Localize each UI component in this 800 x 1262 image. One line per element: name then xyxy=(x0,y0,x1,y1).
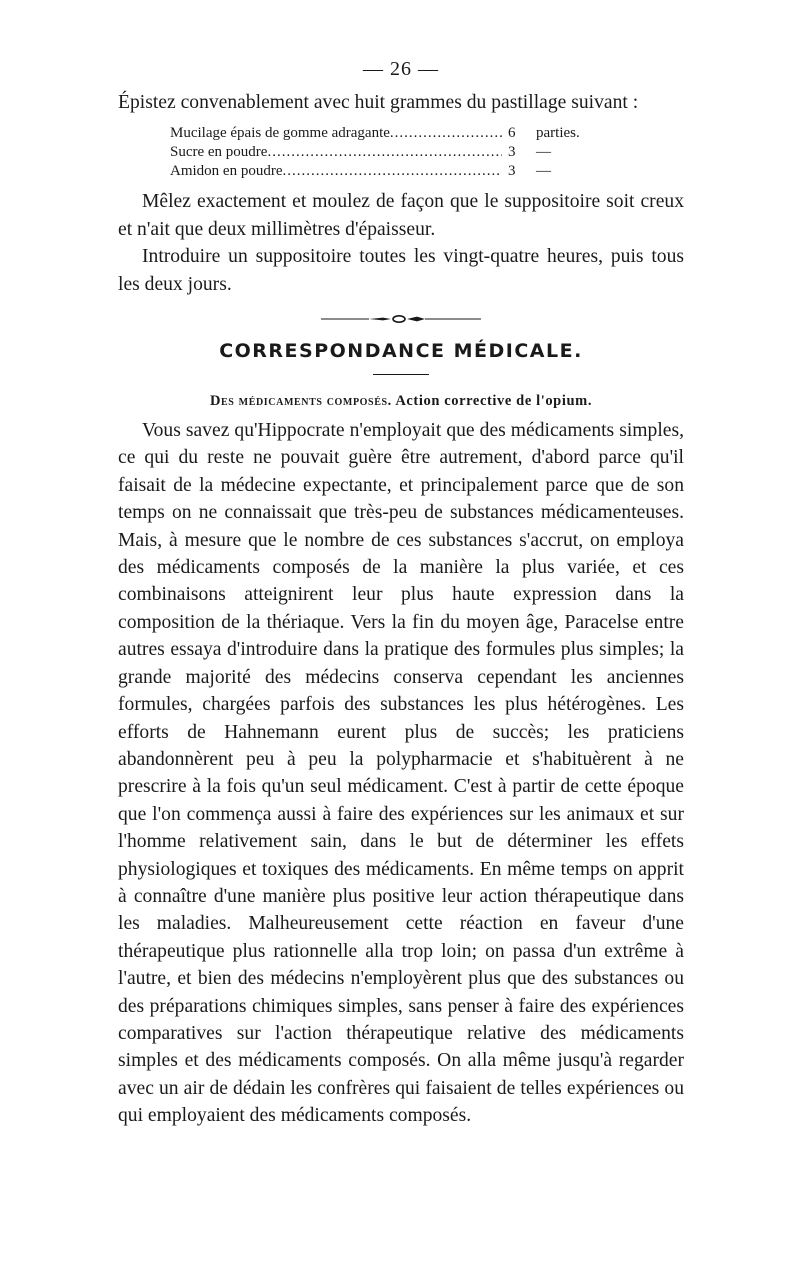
article-body: Vous savez qu'Hippocrate n'employait que des médicaments simples, ce qui du reste ne pouvait guère être autrement, d'abord parce qu'il faisait de la médecine expectante, et principalement parce que de son temps on ne connaissait que très-peu de substances médicamenteuses. Mais, à mesure que le nombre de ces substances s'accrut, on employa des médicaments composés de la manière la plus variée, et ces combinaisons atteignirent leur plus haute expression dans la composition de la thériaque. Vers la fin du moyen âge, Paracelse entre autres essaya d'introduire dans la pratique des formules plus simples; la grande majorité des médecins conserva cependant les anciennes formules, chargées parfois des substances les plus hétérogènes. Les efforts de Hahnemann eurent plus de succès; les praticiens abandonnèrent peu à peu la polypharmacie et s'habituèrent à ne prescrire à la fois qu'un seul médicament. C'est à partir de cette époque que l'on commença aussi à faire des expériences sur les animaux et sur l'homme relativement sain, dans le but de déterminer les effets physiologiques et toxiques des médicaments. En même temps on apprit à connaître d'une manière plus positive leur action thérapeutique dans les maladies. Malheureusement cette réaction en faveur d'une thérapeutique plus rationnelle alla trop loin; on passa d'un extrême à l'autre, et bien des médecins n'employèrent plus que des substances ou des préparations chimiques simples, sans penser à faire des expériences comparatives sur l'action thérapeutique relative des médicaments simples et des médicaments composés. On alla même jusqu'à regarder avec un air de dédain les confrères qui faisaient de telles expériences ou qui employaient des médicaments composés. xyxy=(118,420,684,1127)
instructions-paragraph: Mêlez exactement et moulez de façon que le suppositoire soit creux et n'ait que deux millimètres d'épaisseur. xyxy=(118,191,684,240)
ornament-divider xyxy=(118,314,684,324)
recipe-quantity: 6 xyxy=(508,125,516,142)
recipe-row xyxy=(170,143,610,162)
section-title: CORRESPONDANCE MÉDICALE. xyxy=(219,340,583,363)
recipe-list xyxy=(170,124,610,181)
recipe-ingredient: Amidon en poudre xyxy=(170,163,283,180)
article-heading xyxy=(118,391,684,411)
page-number: — 26 — xyxy=(363,58,439,80)
leader-dots xyxy=(282,162,502,181)
article-heading-topic: Des médicaments composés xyxy=(209,393,388,410)
recipe-quantity: 3 xyxy=(508,144,516,161)
recipe-unit: — xyxy=(536,144,551,161)
recipe-quantity: 3 xyxy=(508,163,516,180)
leader-dots xyxy=(267,143,502,162)
recipe-ingredient: Sucre en poudre xyxy=(170,144,268,161)
recipe-ingredient: Mucilage épais de gomme adragante xyxy=(170,125,390,142)
leader-dots xyxy=(390,124,502,143)
page-content xyxy=(118,58,684,1130)
title-rule xyxy=(373,374,429,375)
ornament-flourish-icon xyxy=(321,314,481,324)
recipe-unit: — xyxy=(536,163,551,180)
instructions-paragraph: Introduire un suppositoire toutes les vingt-quatre heures, puis tous les deux jours. xyxy=(118,246,684,295)
article-heading-separator: . xyxy=(387,393,396,410)
intro-paragraph: Épistez convenablement avec huit grammes du pastillage suivant : xyxy=(118,92,639,113)
recipe-row xyxy=(170,124,610,143)
article-heading-subtopic: Action corrective de l'opium. xyxy=(395,393,593,410)
recipe-unit: parties. xyxy=(536,125,580,142)
recipe-row xyxy=(170,162,610,181)
